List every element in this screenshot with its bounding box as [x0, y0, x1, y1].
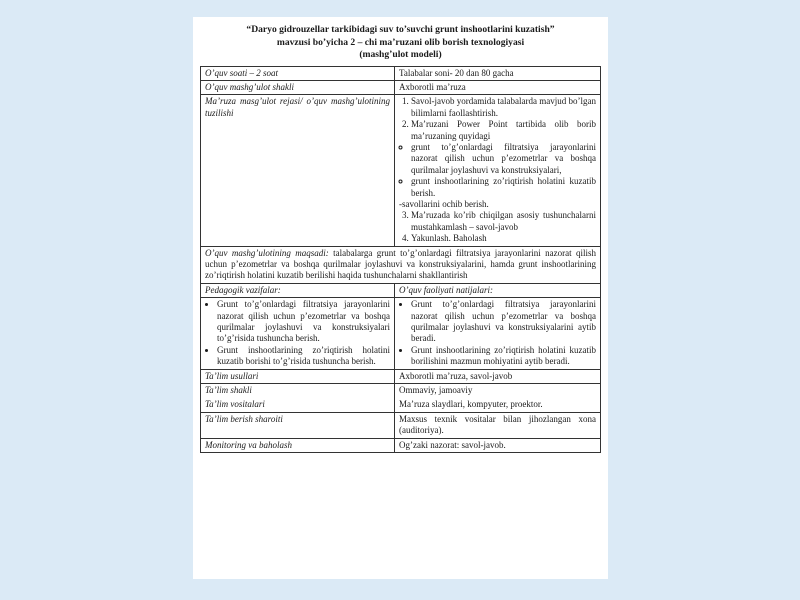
ped-bullet: • Grunt to’g’onlardagi filtratsiya jarayonlarini nazorat qilish uchun p’ezometrlar va boshqa qurilmalar joylashuvi va konstruksiyalari to’g’risida tushuncha berish. — [217, 299, 390, 345]
document-title — [200, 24, 601, 62]
shape-means-values — [395, 384, 601, 413]
shape-means-labels — [201, 384, 395, 413]
plan-bullet: ◦ grunt inshootlarining zo’riqtirish holatini kuzatib berish. — [411, 176, 596, 199]
plan-note: -savollarini ochib berish. — [399, 198, 489, 209]
plan-bullet: ◦ grunt to’g’onlardagi filtratsiya jarayonlarini nazorat qilish uchun p’ezometrlar va boshqa qurilmalar joylashuvi va konstruksiyalari, — [411, 142, 596, 176]
pedagogical-tasks-label: Pedagogik vazifalar: — [201, 283, 395, 297]
row-conditions — [201, 412, 601, 438]
ped-bullet: • Grunt inshootlarining zo’riqtirish holatini kuzatib borishi to’g’risida tushuncha berish. — [217, 345, 390, 368]
goal-text: talabalarga grunt to’g’onlardagi filtratsiya jarayonlarini nazorat qilish uchun p’ezometrlar va boshqa qurilmalar joylashuvi va konstruksiyalarini, hamda grunt inshootlarining zo’riqtirish holatini kuzatib berilishi haqida tushunchalarni shakllantirish — [205, 247, 596, 281]
shape-label: Ta’lim shakli — [205, 385, 252, 396]
methods-label: Ta’lim usullari — [201, 369, 395, 383]
students-count: Talabalar soni- 20 dan 80 gacha — [395, 66, 601, 80]
title-line-2: mavzusi bo’yicha 2 – chi ma’ruzani olib borish texnologiyasi — [276, 36, 525, 48]
goal-cell — [201, 246, 601, 283]
monitoring-label: Monitoring va baholash — [201, 438, 395, 452]
row-form — [201, 80, 601, 94]
monitoring-value: Og’zaki nazorat: savol-javob. — [395, 438, 601, 452]
pedagogical-tasks — [201, 298, 395, 369]
shape-value: Ommaviy, jamoaviy — [399, 385, 473, 396]
plan-label: Ma’ruza masg’ulot rejasi/ o’quv mashg’ulotining tuzilishi — [201, 95, 395, 246]
conditions-label: Ta’lim berish sharoiti — [201, 412, 395, 438]
row-tasks-header — [201, 283, 601, 297]
row-tasks — [201, 298, 601, 369]
learning-results — [395, 298, 601, 369]
goal-label: O’quv mashg’ulotining maqsadi: — [205, 247, 329, 258]
row-plan — [201, 95, 601, 246]
row-hours — [201, 66, 601, 80]
document-page — [193, 17, 608, 579]
title-line-3: (mashg’ulot modeli) — [359, 49, 442, 60]
conditions-value: Maxsus texnik vositalar bilan jihozlangan xona (auditoriya). — [395, 412, 601, 438]
res-bullet: • Grunt inshootlarining zo’riqtirish holatini kuzatib borilishini mazmun mohiyatini aytib beradi. — [411, 345, 596, 368]
methods-value: Axborotli ma’ruza, savol-javob — [395, 369, 601, 383]
hours-label: O’quv soati – 2 soat — [201, 66, 395, 80]
row-goal — [201, 246, 601, 283]
form-label: O’quv mashg’ulot shakli — [201, 80, 395, 94]
plan-list — [399, 96, 596, 199]
form-value: Axborotli ma’ruza — [395, 80, 601, 94]
res-bullets — [399, 299, 596, 367]
means-value: Ma’ruza slaydlari, kompyuter, proektor. — [399, 399, 543, 410]
learning-results-label: O’quv faoliyati natijalari: — [395, 283, 601, 297]
plan-bullets — [399, 142, 596, 199]
res-bullet: • Grunt to’g’onlardagi filtratsiya jarayonlarini nazorat qilish uchun p’ezometrlar va boshqa qurilmalar joylashuvi va konstruksiyalarini aytib beradi. — [411, 299, 596, 345]
plan-item-text: Ma’ruzani Power Point tartibida olib borib ma’ruzaning quyidagi — [411, 119, 596, 141]
lesson-model-table — [200, 66, 601, 454]
plan-item: 4. Yakunlash. Baholash — [411, 233, 596, 244]
row-shape-means — [201, 384, 601, 413]
ped-bullets — [205, 299, 390, 367]
plan-item: 3. Ma’ruzada ko’rib chiqilgan asosiy tushunchalarni mustahkamlash – savol-javob — [411, 210, 596, 233]
plan-item — [411, 119, 596, 199]
row-monitoring — [201, 438, 601, 452]
plan-list-cont — [399, 210, 596, 244]
title-line-1: “Daryo gidrouzellar tarkibidagi suv to’suvchi grunt inshootlarini kuzatish” — [246, 24, 555, 35]
plan-item: 1. Savol-javob yordamida talabalarda mavjud bo’lgan bilimlarni faollashtirish. — [411, 96, 596, 119]
row-methods — [201, 369, 601, 383]
plan-content — [395, 95, 601, 246]
means-label: Ta’lim vositalari — [205, 399, 265, 410]
